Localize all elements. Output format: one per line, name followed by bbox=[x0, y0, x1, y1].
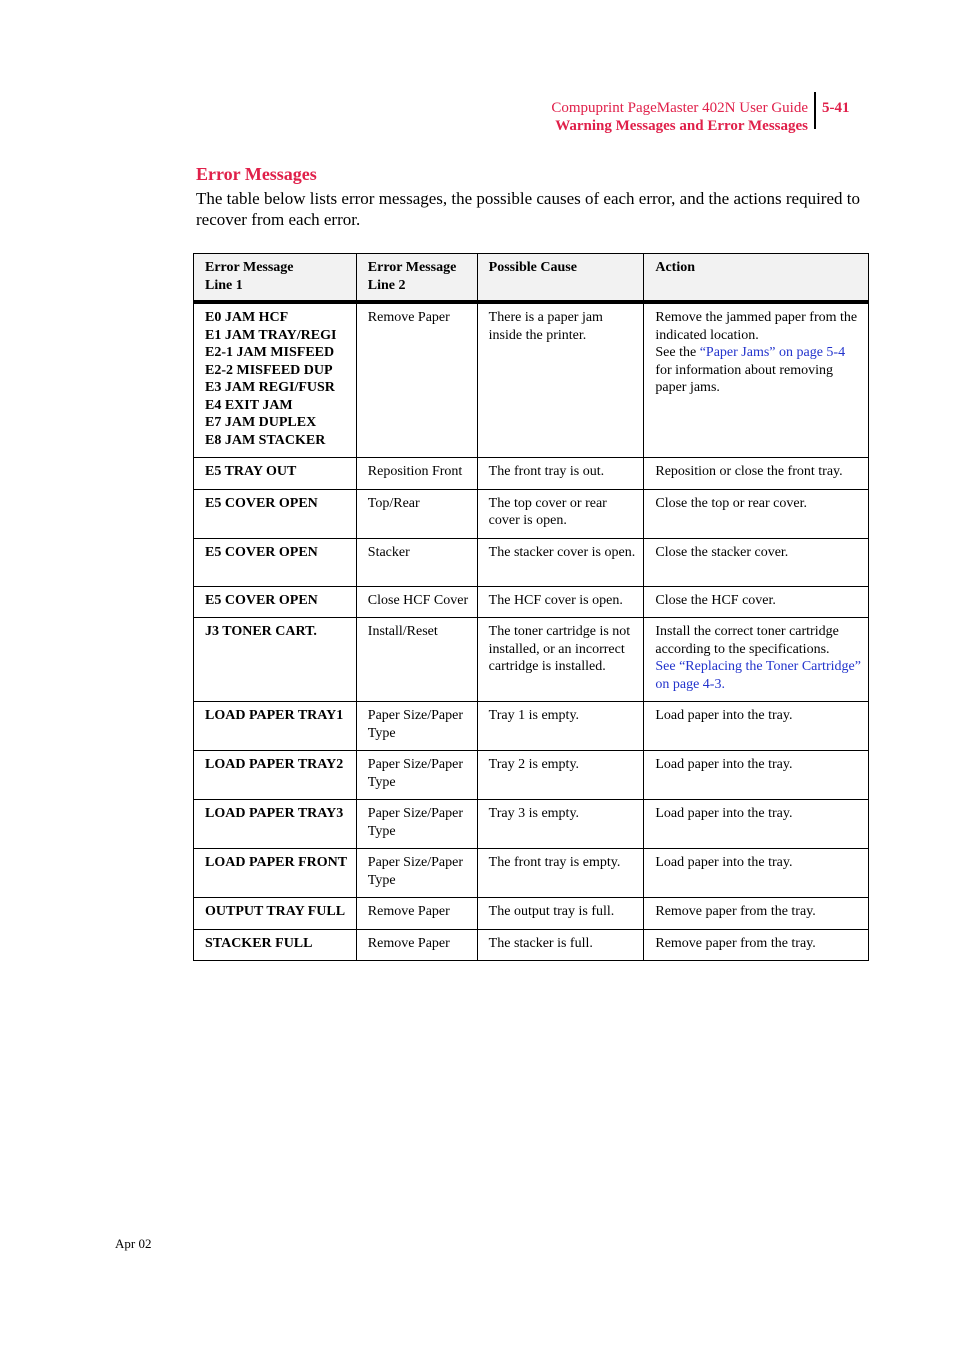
table-row bbox=[194, 618, 869, 702]
line1-cell: E5 TRAY OUT bbox=[194, 458, 357, 490]
table-row bbox=[194, 929, 869, 961]
action-cell: Close the HCF cover. bbox=[644, 586, 869, 618]
table-row bbox=[194, 538, 869, 586]
action-cell: Load paper into the tray. bbox=[644, 702, 869, 751]
line2-cell: Top/Rear bbox=[356, 489, 477, 538]
line2-cell: Close HCF Cover bbox=[356, 586, 477, 618]
cause-cell: The HCF cover is open. bbox=[477, 586, 644, 618]
action-cell: Reposition or close the front tray. bbox=[644, 458, 869, 490]
line1-cell: E0 JAM HCF E1 JAM TRAY/REGI E2-1 JAM MISFEED E2-2 MISFEED DUP E3 JAM REGI/FUSR E4 EXIT JAM E7 JAM DUPLEX E8 JAM STACKER bbox=[194, 302, 357, 458]
line2-cell: Stacker bbox=[356, 538, 477, 586]
table-row bbox=[194, 849, 869, 898]
replacing-toner-link[interactable]: See “Replacing the Toner Cartridge” on page 4-3. bbox=[655, 659, 861, 692]
header-line1: Error Message Line 1 bbox=[194, 254, 357, 303]
line2-cell: Remove Paper bbox=[356, 929, 477, 961]
cause-cell: The top cover or rear cover is open. bbox=[477, 489, 644, 538]
table-row bbox=[194, 458, 869, 490]
page-number: 5-41 bbox=[822, 100, 850, 116]
line1-cell: E5 COVER OPEN bbox=[194, 586, 357, 618]
line2-cell: Paper Size/Paper Type bbox=[356, 849, 477, 898]
cause-cell: The front tray is out. bbox=[477, 458, 644, 490]
running-header bbox=[551, 99, 808, 135]
cause-cell: The output tray is full. bbox=[477, 898, 644, 930]
table-header-row bbox=[194, 254, 869, 303]
line1-cell: LOAD PAPER TRAY1 bbox=[194, 702, 357, 751]
cause-cell: Tray 3 is empty. bbox=[477, 800, 644, 849]
action-cell: Load paper into the tray. bbox=[644, 849, 869, 898]
line2-cell: Paper Size/Paper Type bbox=[356, 800, 477, 849]
action-cell: Remove paper from the tray. bbox=[644, 929, 869, 961]
line1-cell: OUTPUT TRAY FULL bbox=[194, 898, 357, 930]
table-row bbox=[194, 898, 869, 930]
table-row bbox=[194, 702, 869, 751]
action-cell: Close the top or rear cover. bbox=[644, 489, 869, 538]
line1-cell: E5 COVER OPEN bbox=[194, 489, 357, 538]
line1-cell: LOAD PAPER TRAY3 bbox=[194, 800, 357, 849]
cause-cell: Tray 2 is empty. bbox=[477, 751, 644, 800]
action-cell: Install the correct toner cartridge according to the specifications. See “Replacing the Toner Cartridge” on page 4-3. bbox=[644, 618, 869, 702]
table-row bbox=[194, 800, 869, 849]
footer-date: Apr 02 bbox=[115, 1236, 152, 1251]
action-cell: Remove paper from the tray. bbox=[644, 898, 869, 930]
paper-jams-link[interactable]: “Paper Jams” on page 5-4 bbox=[699, 345, 846, 360]
line1-cell: J3 TONER CART. bbox=[194, 618, 357, 702]
page-title: Error Messages bbox=[196, 164, 317, 184]
line1-cell: STACKER FULL bbox=[194, 929, 357, 961]
table-row bbox=[194, 302, 869, 458]
line2-cell: Remove Paper bbox=[356, 898, 477, 930]
line2-cell: Remove Paper bbox=[356, 302, 477, 458]
line1-cell: LOAD PAPER TRAY2 bbox=[194, 751, 357, 800]
table-row bbox=[194, 751, 869, 800]
table-row bbox=[194, 489, 869, 538]
header-cause: Possible Cause bbox=[477, 254, 644, 303]
cause-cell: Tray 1 is empty. bbox=[477, 702, 644, 751]
error-messages-table bbox=[193, 253, 869, 961]
action-cell: Load paper into the tray. bbox=[644, 751, 869, 800]
cause-cell: The stacker is full. bbox=[477, 929, 644, 961]
intro-paragraph: The table below lists error messages, the possible causes of each error, and the actions required to recover from each error. bbox=[196, 189, 860, 229]
cause-cell: The front tray is empty. bbox=[477, 849, 644, 898]
cause-cell: The toner cartridge is not installed, or an incorrect cartridge is installed. bbox=[477, 618, 644, 702]
header-line2: Error Message Line 2 bbox=[356, 254, 477, 303]
action-cell: Close the stacker cover. bbox=[644, 538, 869, 586]
line2-cell: Paper Size/Paper Type bbox=[356, 702, 477, 751]
line2-cell: Paper Size/Paper Type bbox=[356, 751, 477, 800]
cause-cell: There is a paper jam inside the printer. bbox=[477, 302, 644, 458]
guide-title: Compuprint PageMaster 402N User Guide bbox=[551, 100, 808, 116]
line2-cell: Reposition Front bbox=[356, 458, 477, 490]
line2-cell: Install/Reset bbox=[356, 618, 477, 702]
header-action: Action bbox=[644, 254, 869, 303]
table-row bbox=[194, 586, 869, 618]
cause-cell: The stacker cover is open. bbox=[477, 538, 644, 586]
header-divider bbox=[814, 92, 816, 129]
line1-cell: LOAD PAPER FRONT bbox=[194, 849, 357, 898]
section-title: Warning Messages and Error Messages bbox=[555, 118, 808, 134]
line1-cell: E5 COVER OPEN bbox=[194, 538, 357, 586]
action-cell: Load paper into the tray. bbox=[644, 800, 869, 849]
action-cell: Remove the jammed paper from the indicated location. See the “Paper Jams” on page 5-4 for information about removing paper jams. bbox=[644, 302, 869, 458]
